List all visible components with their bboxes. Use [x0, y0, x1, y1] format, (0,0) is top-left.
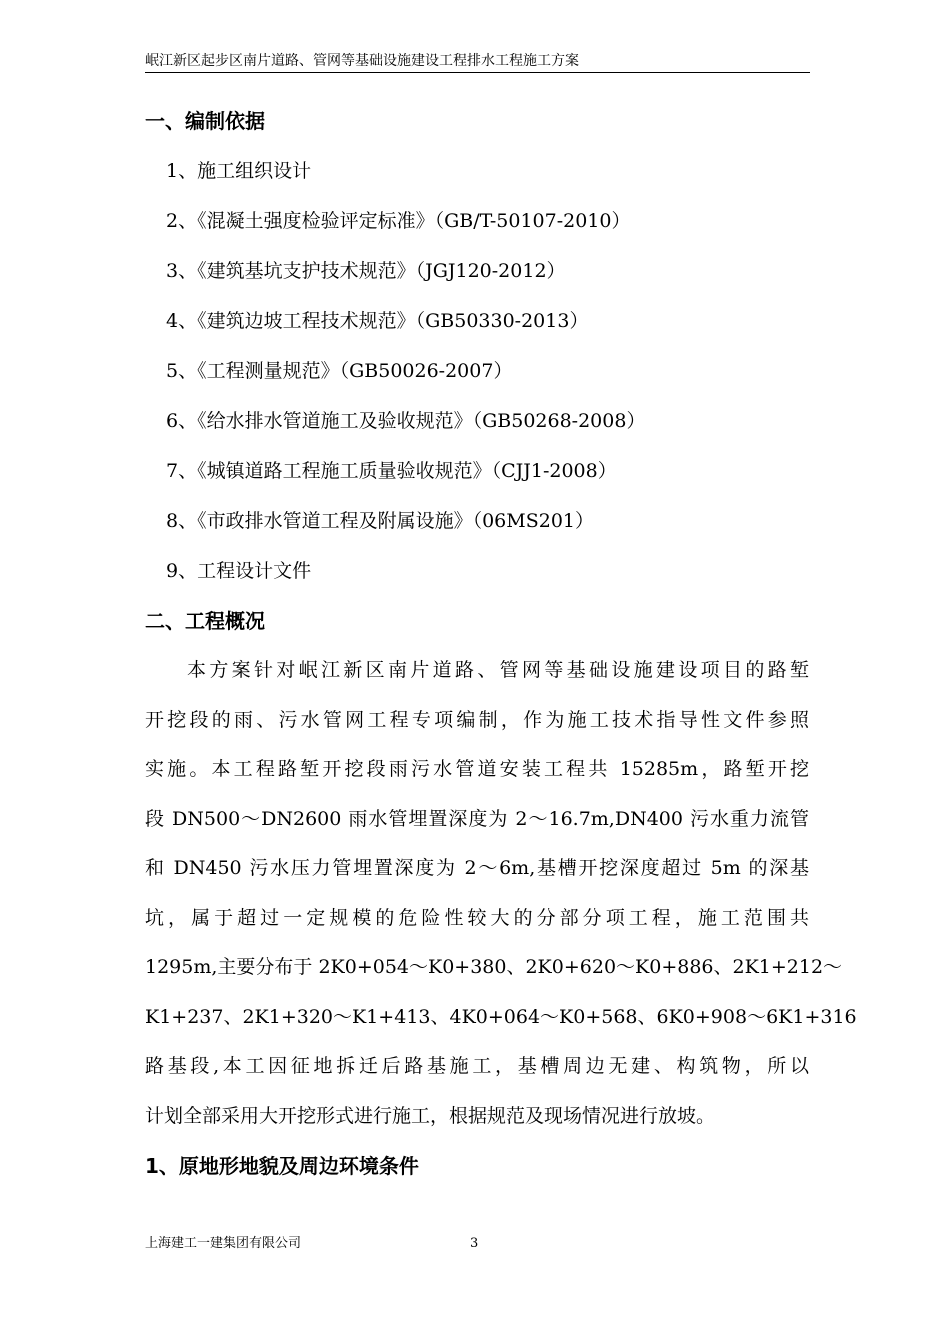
page-header-title: 岷江新区起步区南片道路、管网等基础设施建设工程排水工程施工方案 — [145, 53, 579, 69]
paragraph-line: 坑，属于超过一定规模的危险性较大的分部分项工程，施工范围共 — [145, 906, 809, 929]
basis-item: 8、《市政排水管道工程及附属设施》（06MS201） — [166, 510, 595, 532]
paragraph-line: 计划全部采用大开挖形式进行施工，根据规范及现场情况进行放坡。 — [145, 1104, 716, 1127]
subsection-heading-terrain: 1、原地形地貌及周边环境条件 — [145, 1154, 419, 1178]
section-heading-overview: 二、工程概况 — [145, 609, 265, 633]
paragraph-line: K1+237、2K1+320～K1+413、4K0+064～K0+568、6K0+908～6K1+316 — [145, 1005, 857, 1028]
basis-item: 6、《给水排水管道施工及验收规范》（GB50268-2008） — [166, 410, 646, 432]
paragraph-line: 段 DN500～DN2600 雨水管埋置深度为 2～16.7m,DN400 污水重力流管 — [145, 807, 809, 830]
footer-page-number: 3 — [470, 1236, 479, 1251]
basis-item: 2、《混凝土强度检验评定标准》（GB/T-50107-2010） — [166, 210, 631, 232]
section-heading-basis: 一、编制依据 — [145, 109, 265, 133]
basis-item: 4、《建筑边坡工程技术规范》（GB50330-2013） — [166, 310, 589, 332]
document-body — [145, 96, 857, 1191]
overview-paragraph — [145, 646, 857, 1141]
paragraph-line: 开挖段的雨、污水管网工程专项编制，作为施工技术指导性文件参照 — [145, 708, 809, 731]
paragraph-line: 路基段,本工因征地拆迁后路基施工，基槽周边无建、构筑物，所以 — [145, 1055, 809, 1077]
basis-item: 5、《工程测量规范》（GB50026-2007） — [166, 360, 513, 382]
basis-item: 9、工程设计文件 — [166, 560, 312, 582]
header-divider — [145, 72, 810, 73]
paragraph-line: 1295m,主要分布于 2K0+054～K0+380、2K0+620～K0+886、2K1+212～ — [145, 956, 843, 978]
basis-item: 7、《城镇道路工程施工质量验收规范》（CJJ1-2008） — [166, 460, 617, 482]
paragraph-line: 实施。本工程路堑开挖段雨污水管道安装工程共 15285m，路堑开挖 — [145, 758, 809, 780]
footer-company-name: 上海建工一建集团有限公司 — [145, 1236, 302, 1251]
basis-item: 3、《建筑基坑支护技术规范》（JGJ120-2012） — [166, 260, 566, 282]
paragraph-line: 本方案针对岷江新区南片道路、管网等基础设施建设项目的路堑 — [187, 659, 809, 681]
basis-item: 1、施工组织设计 — [166, 160, 312, 182]
paragraph-line: 和 DN450 污水压力管埋置深度为 2～6m,基槽开挖深度超过 5m 的深基 — [145, 857, 809, 879]
